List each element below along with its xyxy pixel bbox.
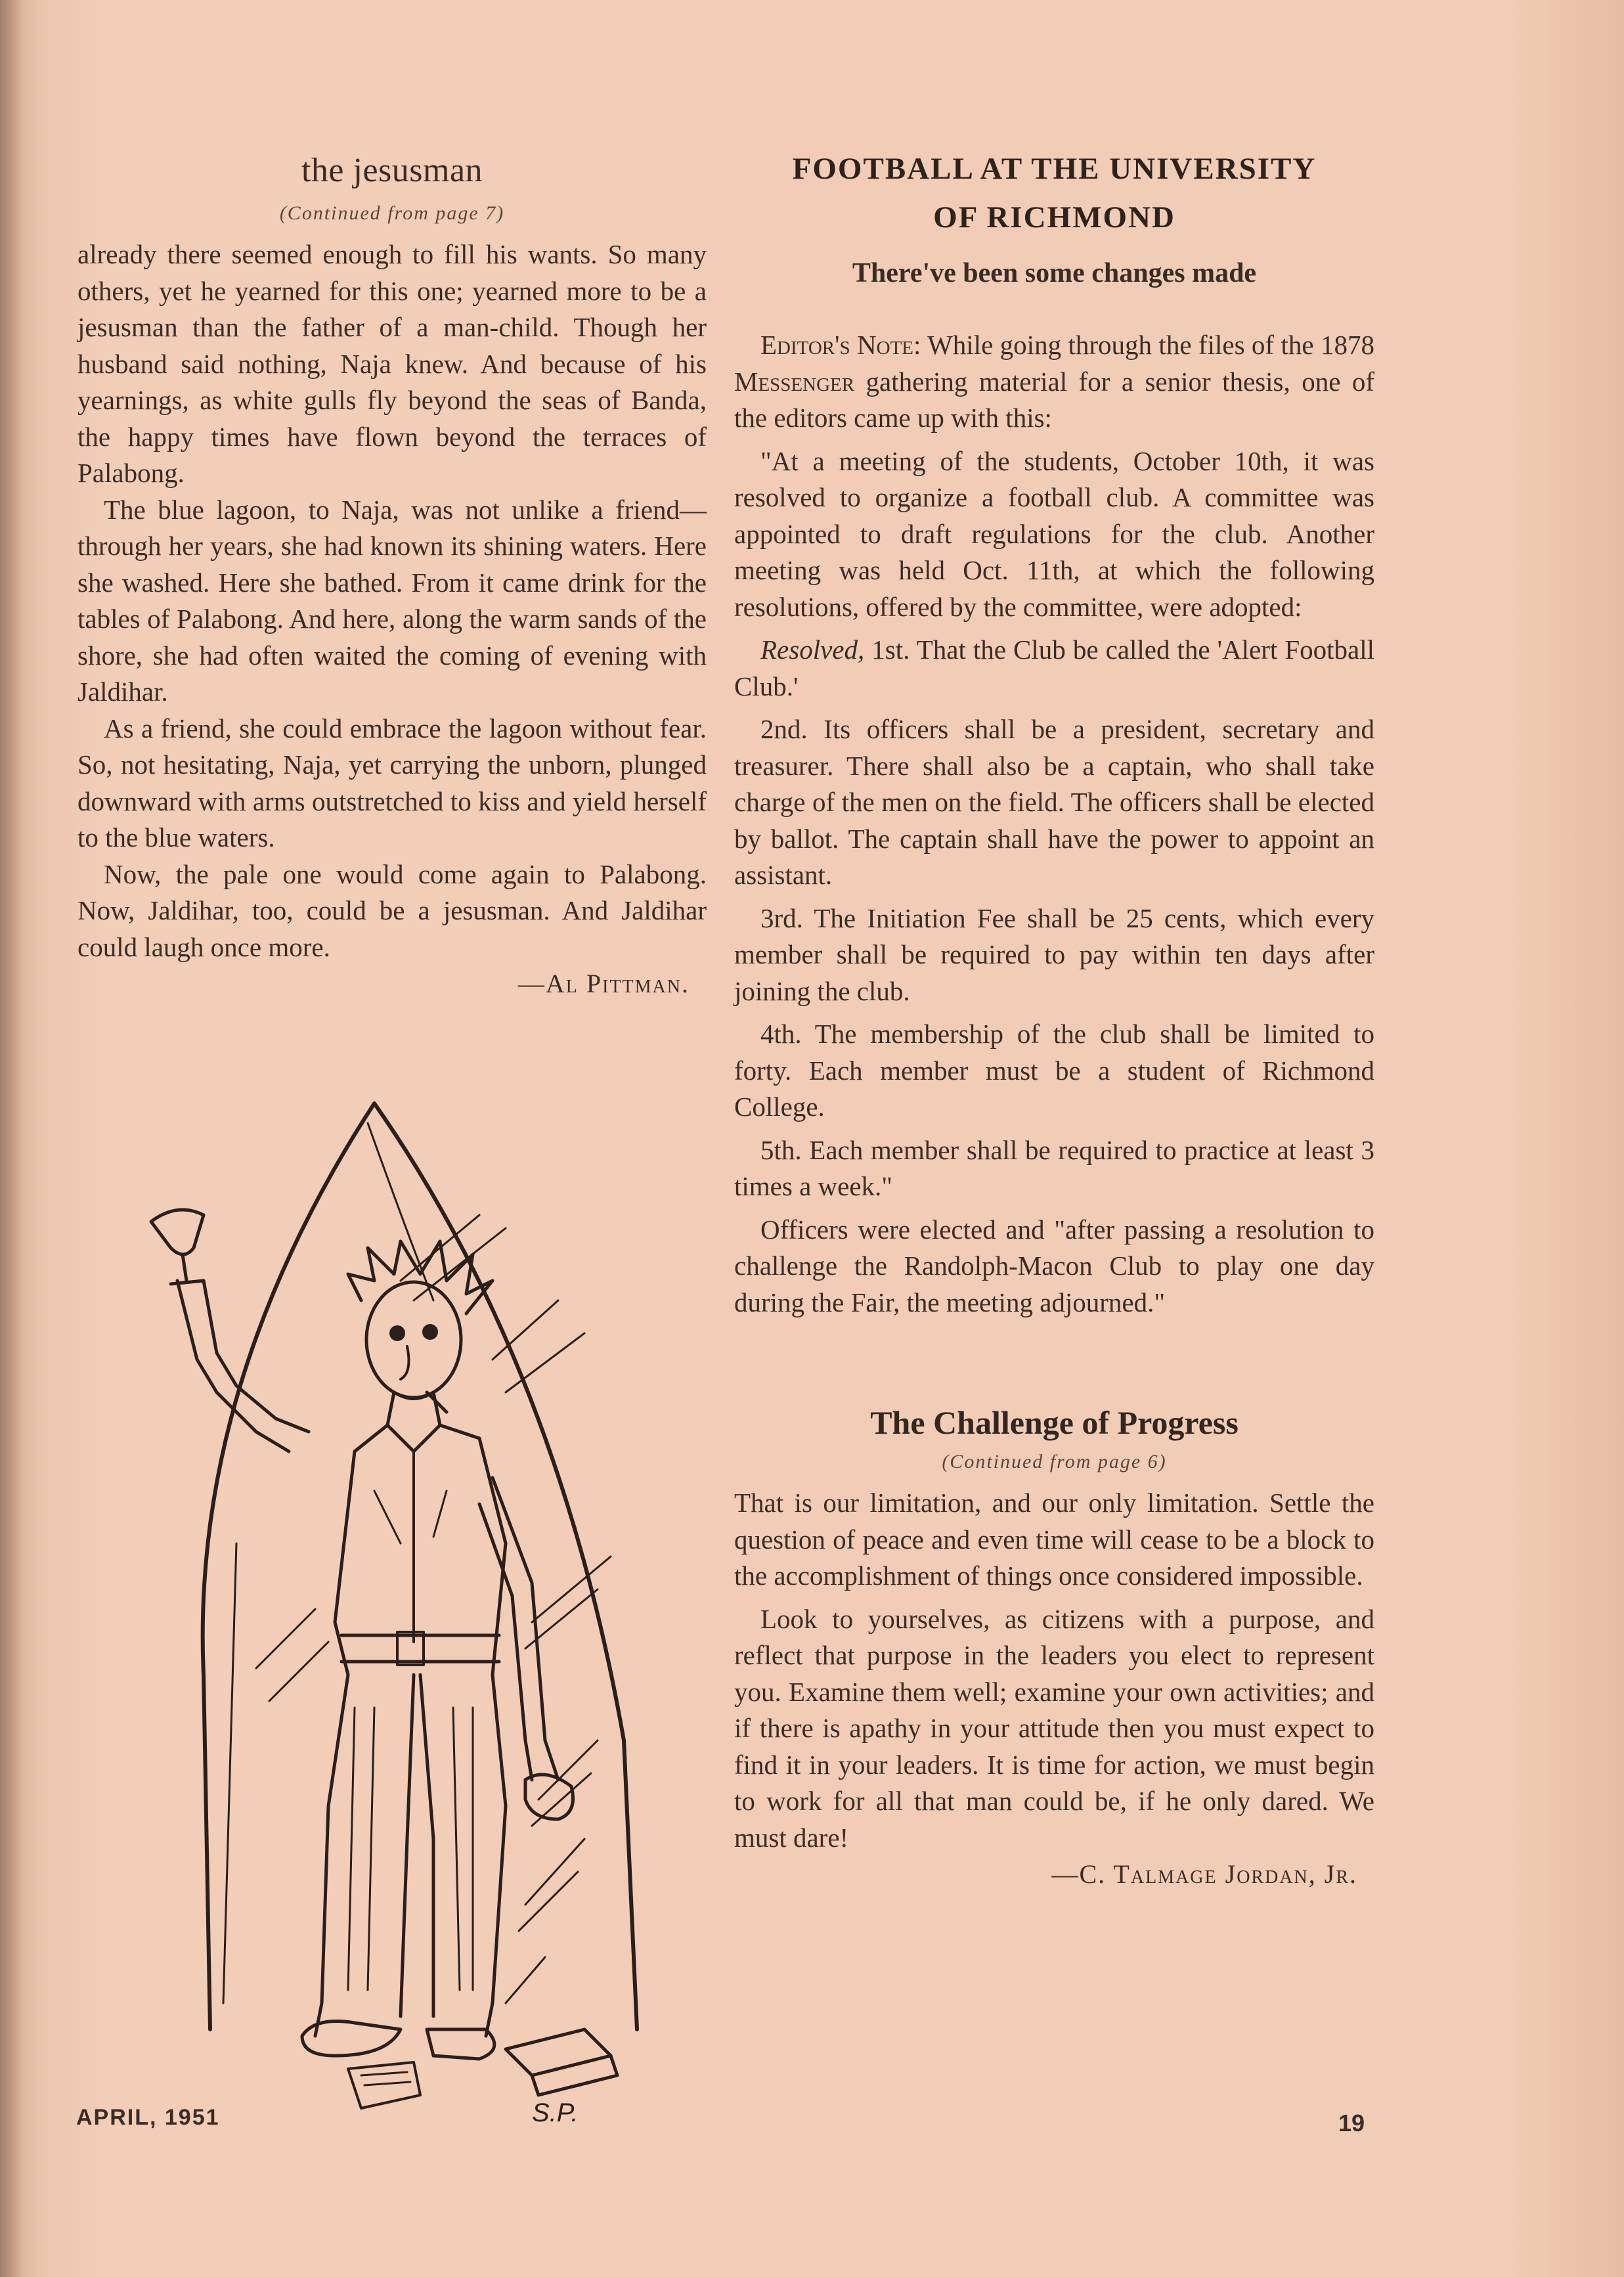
story-paragraph-3: As a friend, she could embrace the lagoon without fear. So, not hesitating, Naja, yet carrying the unborn, plunged downward with arms outstretched to kiss and yield herself to the blue waters.	[77, 713, 707, 852]
progress-continued-note: (Continued from page 6)	[942, 1451, 1167, 1472]
progress-paragraph-1: That is our limitation, and our only limitation. Settle the question of peace and even time will cease to be a block to the accomplishment of things once considered impossible.	[734, 1488, 1374, 1591]
binding-gutter	[0, 0, 24, 2277]
story-paragraph-1: already there seemed enough to fill his wants. So many others, yet he yearned for this one; yearned more to be a jesusman than the father of a man-child. Though her husband said nothing, Naja knew. And because of his yearnings, as white gulls fly beyond the seas of Banda, the happy times have flown beyond the terraces of Palabong.	[77, 239, 707, 488]
football-paragraph-3: 3rd. The Initiation Fee shall be 25 cents, which every member shall be required to pay within ten days after joining the club.	[734, 902, 1374, 1006]
progress-title: The Challenge of Progress	[870, 1404, 1239, 1441]
editors-note-messenger: Messenger	[734, 366, 855, 397]
progress-signature: —C. Talmage Jordan, Jr.	[1051, 1859, 1357, 1889]
editors-note-paragraph	[734, 327, 1374, 437]
left-column	[77, 144, 707, 1002]
issue-date: APRIL, 1951	[76, 2105, 220, 2130]
jesusman-illustration	[138, 1084, 663, 2128]
editors-note-label: Editor's Note:	[760, 330, 921, 360]
right-column	[734, 144, 1374, 1893]
continued-note: (Continued from page 7)	[279, 202, 505, 224]
football-paragraph-6: Officers were elected and "after passing a resolution to challenge the Randolph-Macon Club to play one day during the Fair, the meeting adjourned."	[734, 1214, 1374, 1317]
progress-paragraph-2: Look to yourselves, as citizens with a purpose, and reflect that purpose in the leaders you elect to represent you. Examine them well; examine your own activities; and if there is apathy in your attitude then you must expect to find it in your leaders. It is time for action, we must begin to work for all that man could be, if he only dared. We must dare!	[734, 1603, 1374, 1853]
story-signature: —Al Pittman.	[517, 969, 690, 998]
resolved-text: 1st. That the Club be called the 'Alert Football Club.'	[734, 634, 1374, 701]
story-paragraph-4: Now, the pale one would come again to Palabong. Now, Jaldihar, too, could be a jesusman. And Jaldihar could laugh once more.	[77, 858, 707, 962]
story-title: the jesusman	[301, 152, 483, 189]
football-heading-line2: OF RICHMOND	[933, 200, 1175, 234]
editors-note-text-b: gathering material for a senior thesis, one of the editors came up with this:	[734, 366, 1374, 433]
football-heading-line1: FOOTBALL AT THE UNIVERSITY	[792, 152, 1317, 186]
editors-note-text-a: While going through the files of the 1878	[921, 330, 1374, 360]
arch-outline	[203, 1103, 637, 2029]
football-paragraph-1: "At a meeting of the students, October 10th, it was resolved to organize a football club. A committee was appointed to draft regulations for the club. Another meeting was held Oct. 11th, at which the following resolutions, offered by the committee, were adopted:	[734, 445, 1374, 622]
football-paragraph-4: 4th. The membership of the club shall be limited to forty. Each member must be a student of Richmond College.	[734, 1019, 1374, 1122]
illustration-signature: S.P.	[532, 2098, 579, 2127]
page-number: 19	[1338, 2110, 1365, 2136]
football-resolved	[734, 632, 1374, 705]
football-paragraph-5: 5th. Each member shall be required to practice at least 3 times a week."	[734, 1134, 1374, 1201]
football-paragraph-2: 2nd. Its officers shall be a president, secretary and treasurer. There shall also be a captain, who shall take charge of the men on the field. The officers shall be elected by ballot. The captain shall have the power to appoint an assistant.	[734, 714, 1374, 890]
football-subheading: There've been some changes made	[852, 258, 1257, 288]
resolved-label: Resolved,	[760, 634, 865, 665]
story-paragraph-2: The blue lagoon, to Naja, was not unlike a friend—through her years, she had known its shining waters. Here she washed. Here she bathed. From it came drink for the tables of Palabong. And here, along the warm sands of the shore, she had often waited the coming of evening with Jaldihar.	[77, 494, 707, 707]
